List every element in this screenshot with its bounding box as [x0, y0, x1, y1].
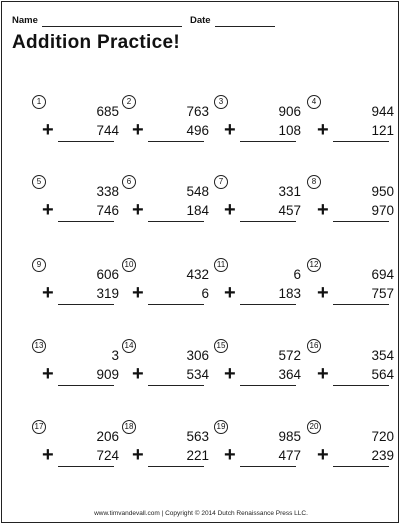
- plus-sign: +: [317, 199, 329, 221]
- top-addend: 563: [186, 429, 209, 444]
- date-label: Date: [190, 15, 211, 26]
- bottom-addend: 121: [371, 123, 394, 138]
- top-addend: 3: [111, 348, 119, 363]
- answer-line[interactable]: [333, 141, 389, 142]
- top-addend: 685: [96, 104, 119, 119]
- top-addend: 432: [186, 267, 209, 282]
- bottom-addend: 909: [96, 367, 119, 382]
- answer-line[interactable]: [148, 221, 204, 222]
- answer-line[interactable]: [333, 304, 389, 305]
- answer-line[interactable]: [240, 221, 296, 222]
- problem-16: [307, 339, 397, 411]
- bottom-addend: 496: [186, 123, 209, 138]
- plus-sign: +: [224, 282, 236, 304]
- problem-17: [32, 420, 122, 492]
- problem-10: [122, 258, 212, 330]
- answer-line[interactable]: [240, 385, 296, 386]
- answer-line[interactable]: [58, 221, 114, 222]
- top-addend: 985: [278, 429, 301, 444]
- problem-20: [307, 420, 397, 492]
- problem-number: 17: [32, 420, 46, 434]
- answer-line[interactable]: [148, 385, 204, 386]
- plus-sign: +: [317, 119, 329, 141]
- problem-6: [122, 175, 212, 247]
- top-addend: 763: [186, 104, 209, 119]
- problem-8: [307, 175, 397, 247]
- plus-sign: +: [42, 363, 54, 385]
- footer-copyright: www.timvandevall.com | Copyright © 2014 Dutch Renaissance Press LLC.: [94, 510, 308, 517]
- problem-number: 8: [307, 175, 321, 189]
- bottom-addend: 183: [278, 286, 301, 301]
- problem-2: [122, 95, 212, 167]
- plus-sign: +: [42, 199, 54, 221]
- plus-sign: +: [317, 444, 329, 466]
- top-addend: 548: [186, 184, 209, 199]
- problem-number: 10: [122, 258, 136, 272]
- bottom-addend: 564: [371, 367, 394, 382]
- plus-sign: +: [317, 363, 329, 385]
- problem-4: [307, 95, 397, 167]
- top-addend: 6: [293, 267, 301, 282]
- plus-sign: +: [132, 119, 144, 141]
- answer-line[interactable]: [240, 304, 296, 305]
- plus-sign: +: [224, 444, 236, 466]
- answer-line[interactable]: [333, 466, 389, 467]
- problem-13: [32, 339, 122, 411]
- problem-number: 2: [122, 95, 136, 109]
- plus-sign: +: [224, 363, 236, 385]
- problem-number: 12: [307, 258, 321, 272]
- problem-number: 20: [307, 420, 321, 434]
- problem-number: 19: [214, 420, 228, 434]
- problem-number: 6: [122, 175, 136, 189]
- problem-number: 16: [307, 339, 321, 353]
- problem-number: 13: [32, 339, 46, 353]
- bottom-addend: 746: [96, 203, 119, 218]
- problem-number: 18: [122, 420, 136, 434]
- plus-sign: +: [132, 363, 144, 385]
- problem-11: [214, 258, 304, 330]
- plus-sign: +: [132, 199, 144, 221]
- top-addend: 306: [186, 348, 209, 363]
- plus-sign: +: [42, 444, 54, 466]
- top-addend: 950: [371, 184, 394, 199]
- bottom-addend: 221: [186, 448, 209, 463]
- answer-line[interactable]: [58, 466, 114, 467]
- answer-line[interactable]: [333, 221, 389, 222]
- problem-3: [214, 95, 304, 167]
- answer-line[interactable]: [58, 304, 114, 305]
- top-addend: 720: [371, 429, 394, 444]
- problem-number: 11: [214, 258, 228, 272]
- plus-sign: +: [42, 282, 54, 304]
- problem-number: 3: [214, 95, 228, 109]
- problem-14: [122, 339, 212, 411]
- answer-line[interactable]: [58, 141, 114, 142]
- problem-number: 9: [32, 258, 46, 272]
- problem-number: 7: [214, 175, 228, 189]
- top-addend: 331: [278, 184, 301, 199]
- plus-sign: +: [317, 282, 329, 304]
- bottom-addend: 757: [371, 286, 394, 301]
- problem-5: [32, 175, 122, 247]
- problem-1: [32, 95, 122, 167]
- problem-15: [214, 339, 304, 411]
- answer-line[interactable]: [333, 385, 389, 386]
- top-addend: 572: [278, 348, 301, 363]
- plus-sign: +: [42, 119, 54, 141]
- top-addend: 694: [371, 267, 394, 282]
- problem-number: 1: [32, 95, 46, 109]
- plus-sign: +: [132, 444, 144, 466]
- answer-line[interactable]: [148, 141, 204, 142]
- top-addend: 906: [278, 104, 301, 119]
- top-addend: 206: [96, 429, 119, 444]
- answer-line[interactable]: [240, 466, 296, 467]
- plus-sign: +: [132, 282, 144, 304]
- top-addend: 606: [96, 267, 119, 282]
- problem-18: [122, 420, 212, 492]
- problem-number: 4: [307, 95, 321, 109]
- answer-line[interactable]: [148, 304, 204, 305]
- bottom-addend: 108: [278, 123, 301, 138]
- problem-9: [32, 258, 122, 330]
- bottom-addend: 534: [186, 367, 209, 382]
- problem-12: [307, 258, 397, 330]
- answer-line[interactable]: [58, 385, 114, 386]
- problem-19: [214, 420, 304, 492]
- bottom-addend: 319: [96, 286, 119, 301]
- answer-line[interactable]: [148, 466, 204, 467]
- plus-sign: +: [224, 119, 236, 141]
- worksheet-page: [1, 1, 399, 523]
- problem-number: 5: [32, 175, 46, 189]
- bottom-addend: 6: [201, 286, 209, 301]
- name-label: Name: [12, 15, 38, 26]
- bottom-addend: 744: [96, 123, 119, 138]
- top-addend: 338: [96, 184, 119, 199]
- page-title: Addition Practice!: [12, 32, 180, 53]
- problem-7: [214, 175, 304, 247]
- bottom-addend: 239: [371, 448, 394, 463]
- bottom-addend: 364: [278, 367, 301, 382]
- bottom-addend: 970: [371, 203, 394, 218]
- problem-number: 14: [122, 339, 136, 353]
- bottom-addend: 724: [96, 448, 119, 463]
- bottom-addend: 457: [278, 203, 301, 218]
- plus-sign: +: [224, 199, 236, 221]
- bottom-addend: 477: [278, 448, 301, 463]
- top-addend: 944: [371, 104, 394, 119]
- answer-line[interactable]: [240, 141, 296, 142]
- problem-number: 15: [214, 339, 228, 353]
- problem-grid: [2, 2, 400, 524]
- top-addend: 354: [371, 348, 394, 363]
- bottom-addend: 184: [186, 203, 209, 218]
